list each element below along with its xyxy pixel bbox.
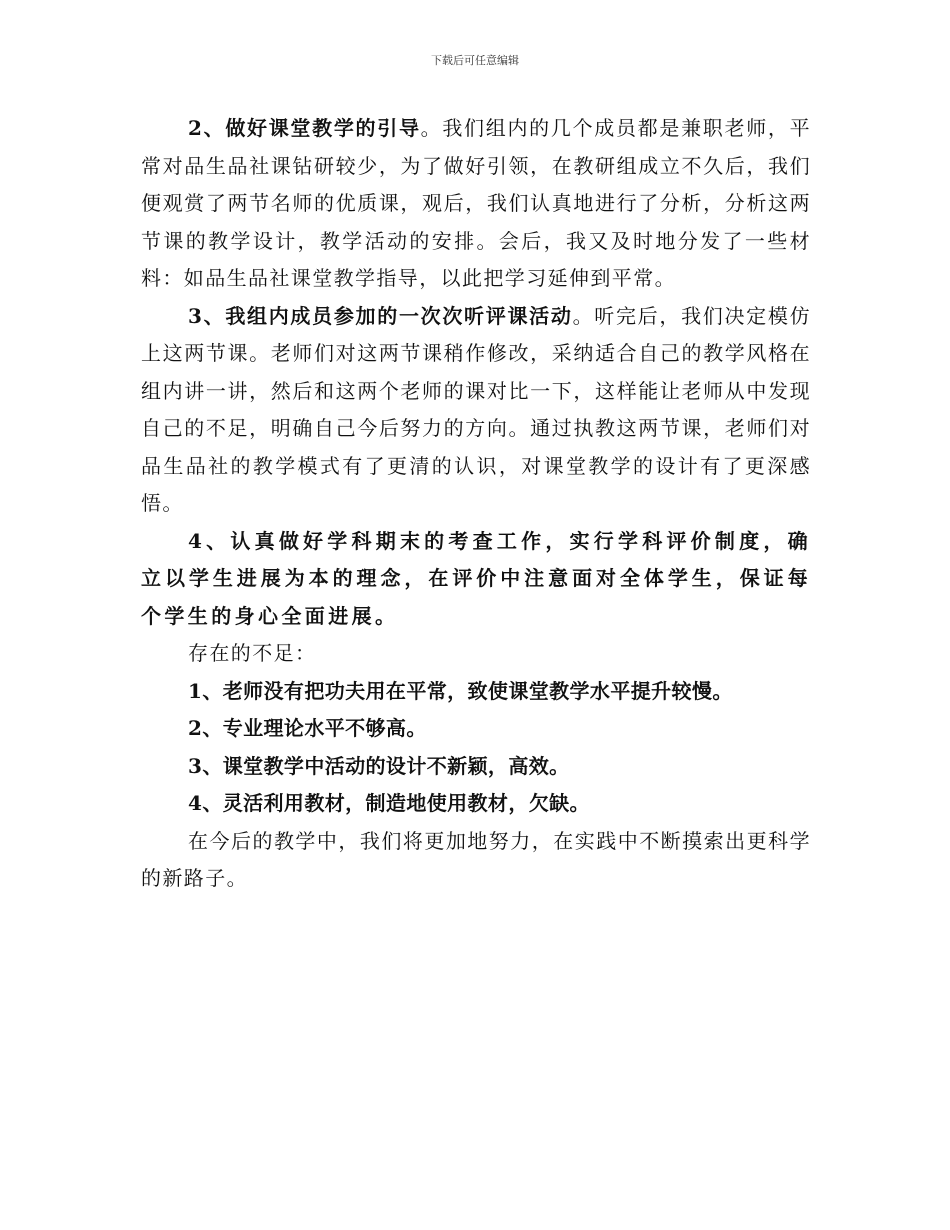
paragraph-lesson-observation: [141, 298, 811, 523]
paragraph-text: 。听完后，我们决定模仿上这两节课。老师们对这两节课稍作修改，采纳适合自己的教学风格在组内讲一讲，然后和这两个老师的课对比一下，这样能让老师从中发现自己的不足，明确自己今后努力的方向。通过执教这两节课，老师们对品生品社的教学模式有了更清的认识，对课堂教学的设计有了更深感悟。: [141, 303, 811, 515]
paragraph-text: 。我们组内的几个成员都是兼职老师，平常对品生品社课钻研较少，为了做好引领，在教研组成立不久后，我们便观赏了两节名师的优质课，观后，我们认真地进行了分析，分析这两节课的教学设计，教学活动的安排。会后，我又及时地分发了一些材料：如品生品社课堂教学指导，以此把学习延伸到平常。: [141, 116, 811, 290]
paragraph-lead: 4、认真做好学科期末的考查工作，实行学科评价制度，确立以学生进展为本的理念，在评价中注意面对全体学生，保证每个学生的身心全面进展。: [141, 528, 811, 628]
paragraph-lead: 3、我组内成员参加的一次次听评课活动: [188, 303, 573, 328]
shortcomings-title: 存在的不足：: [188, 641, 317, 665]
closing-paragraph: 在今后的教学中，我们将更加地努力，在实践中不断摸索出更科学的新路子。: [141, 828, 811, 890]
shortcoming-item: 4、灵活利用教材，制造地使用教材，欠缺。: [188, 791, 590, 815]
paragraph-teaching-guidance: [141, 110, 811, 298]
paragraph-lead: 2、做好课堂教学的引导: [188, 116, 421, 140]
page-header: 下载后可任意编辑: [431, 54, 519, 67]
paragraph-assessment: [141, 523, 811, 636]
shortcoming-item: 2、专业理论水平不够高。: [188, 716, 427, 740]
shortcoming-item: 3、课堂教学中活动的设计不新颖，高效。: [188, 753, 570, 778]
shortcoming-item: 1、老师没有把功夫用在平常，致使课堂教学水平提升较慢。: [188, 678, 733, 703]
document-body: [141, 110, 811, 898]
